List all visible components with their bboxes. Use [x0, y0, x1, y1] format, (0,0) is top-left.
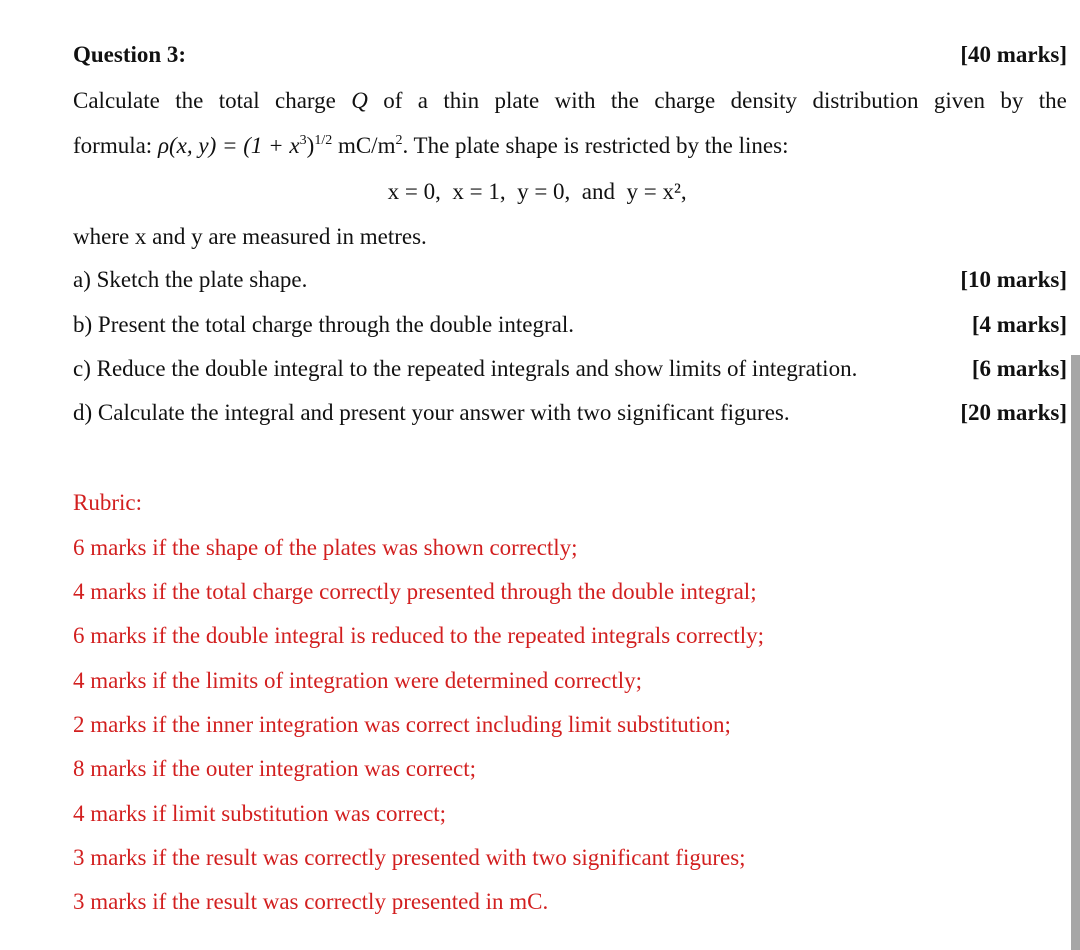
boundary-lines: x = 0, x = 1, y = 0, and y = x²,	[387, 179, 693, 204]
rubric-item: 8 marks if the outer integration was correct;	[73, 756, 476, 781]
rubric-item: 6 marks if the double integral is reduced to the repeated integrals correctly;	[73, 623, 765, 648]
intro-word: given	[933, 88, 985, 113]
close-paren: )	[306, 133, 315, 158]
rubric-item: 3 marks if the result was correctly presented in mC.	[73, 889, 549, 914]
rubric-item: 4 marks if the limits of integration were determined correctly;	[73, 668, 643, 693]
question-title: Question 3:	[73, 42, 187, 67]
part-a-marks: [10 marks]	[960, 267, 1067, 292]
formula-prefix: formula:	[73, 133, 158, 158]
intro-word: charge	[274, 88, 336, 113]
part-c-text: c) Reduce the double integral to the repeated integrals and show limits of integration.	[73, 356, 858, 381]
cube-exponent: 3	[299, 133, 307, 148]
intro-word: plate	[494, 88, 540, 113]
rubric-item: 6 marks if the shape of the plates was shown correctly;	[73, 535, 578, 560]
density-unit: mC/m	[332, 133, 396, 158]
unit-exponent: 2	[395, 133, 403, 148]
measure-note: where x and y are measured in metres.	[73, 224, 427, 249]
intro-word: density	[730, 88, 798, 113]
part-b-marks: [4 marks]	[971, 312, 1067, 337]
half-exponent: 1/2	[314, 133, 333, 148]
part-d-marks: [20 marks]	[960, 400, 1067, 425]
intro-word: the	[1038, 88, 1067, 113]
intro-word: thin	[443, 88, 480, 113]
formula-line	[73, 133, 1067, 159]
total-marks: [40 marks]	[960, 42, 1067, 67]
part-b-text: b) Present the total charge through the double integral.	[73, 312, 574, 337]
intro-word: charge	[654, 88, 716, 113]
intro-word: Calculate	[73, 88, 160, 113]
part-c-marks: [6 marks]	[971, 356, 1067, 381]
intro-word: total	[218, 88, 260, 113]
intro-line	[73, 88, 1067, 114]
part-d	[73, 400, 1067, 426]
question-header	[73, 42, 1067, 68]
rubric-heading: Rubric:	[73, 490, 142, 515]
formula-suffix: . The plate shape is restricted by the lines:	[402, 133, 789, 158]
part-a	[73, 267, 1067, 293]
rubric-item: 2 marks if the inner integration was correct including limit substitution;	[73, 712, 731, 737]
rubric-item: 3 marks if the result was correctly presented with two significant figures;	[73, 845, 746, 870]
intro-word: distribution	[812, 88, 919, 113]
intro-word: Q	[351, 88, 368, 113]
part-a-text: a) Sketch the plate shape.	[73, 267, 308, 292]
rubric-item: 4 marks if limit substitution was correct;	[73, 801, 447, 826]
density-formula-lhs: ρ(x, y) = (1 + x	[157, 133, 300, 158]
intro-word: the	[175, 88, 204, 113]
intro-word: of	[383, 88, 403, 113]
intro-word: with	[554, 88, 596, 113]
part-d-text: d) Calculate the integral and present your answer with two significant figures.	[73, 400, 790, 425]
intro-word: by	[1000, 88, 1024, 113]
part-b	[73, 312, 1067, 338]
intro-word: the	[610, 88, 639, 113]
scrollbar[interactable]	[1071, 355, 1080, 950]
rubric-item: 4 marks if the total charge correctly presented through the double integral;	[73, 579, 757, 604]
intro-word: a	[417, 88, 428, 113]
part-c	[73, 356, 1067, 382]
boundary-equation	[0, 179, 1080, 205]
